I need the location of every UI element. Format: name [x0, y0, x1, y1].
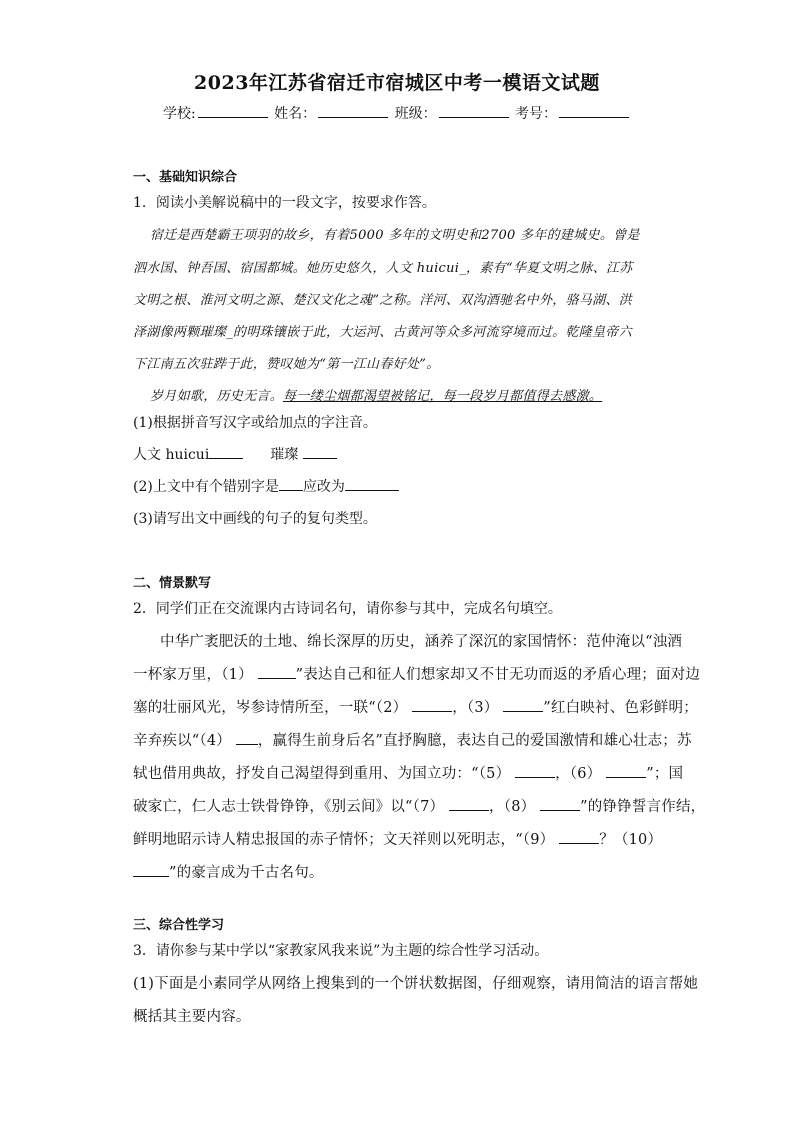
- sub-question-2: [133, 476, 399, 496]
- school-label: 学校:: [162, 106, 196, 122]
- fill-text: 鲜明地昭示诗人精忠报国的赤子情怀；文天祥则以死明志，“（9）: [133, 832, 560, 848]
- page-title: 2023年江苏省宿迁市宿城区中考一模语文试题: [194, 72, 600, 94]
- fill-text: ，（8）: [489, 799, 541, 815]
- answer-blank[interactable]: [279, 478, 303, 491]
- fill-line: 中华广袤肥沃的土地、绵长深厚的历史，涵养了深沉的家国情怀：范仲淹以“浊酒: [160, 634, 683, 650]
- passage-line: 泗水国、钟吾国、宿国都城。她历史悠久，人文 huicui_，素有“华夏文明之脉、江苏: [133, 261, 633, 276]
- fill-text: 破家亡，仁人志士铁骨铮铮，《别云间》以“（7）: [133, 799, 450, 815]
- question-2: 2．同学们正在交流课内古诗词名句，请你参与其中，完成名句填空。: [133, 601, 562, 617]
- fill-text: 轼也借用典故，抒发自己渴望得到重用、为国立功：“（5）: [133, 766, 516, 782]
- answer-blank[interactable]: [412, 699, 452, 712]
- fill-text: ”的豪言成为千古名句。: [169, 865, 324, 881]
- fill-text: 辛弃疾以“（4）: [133, 733, 236, 749]
- fill-text: ？（10）: [599, 832, 663, 848]
- answer-blank[interactable]: [540, 798, 580, 811]
- passage-line: 文明之根、淮河文明之源、楚汉文化之魂”之称。洋河、双沟酒驰名中外，骆马湖、洪: [133, 293, 633, 308]
- fill-line: [133, 762, 683, 783]
- fill-line: [133, 861, 324, 882]
- fill-text: ，赢得生前身后名”直抒胸臆，表达自己的爱国激情和雄心壮志；苏: [257, 733, 692, 749]
- sub2-text-a: (2)上文中有个错别字是: [133, 479, 279, 495]
- answer-blank[interactable]: [515, 765, 555, 778]
- answer-blank[interactable]: [606, 765, 646, 778]
- fill-text: 塞的壮丽风光，岑参诗情所至，一联“（2）: [133, 700, 413, 716]
- section-heading-1: 一、基础知识综合: [133, 170, 238, 185]
- answer-blank[interactable]: [258, 666, 296, 679]
- answer-blank[interactable]: [559, 831, 599, 844]
- answer-blank[interactable]: [209, 446, 243, 459]
- answer-blank[interactable]: [503, 699, 543, 712]
- section-heading-2: 二、情景默写: [133, 576, 212, 591]
- section-heading-3: 三、综合性学习: [133, 918, 225, 933]
- answer-blank[interactable]: [133, 864, 169, 877]
- passage-line: 宿迁是西楚霸王项羽的故乡，有着5000 多年的文明史和2700 多年的建城史。曾是: [150, 228, 640, 243]
- sub-question-3-1-cont: 概括其主要内容。: [133, 1009, 251, 1025]
- question-3: 3．请你参与某中学以“家教家风我来说”为主题的综合性学习活动。: [133, 943, 549, 959]
- fill-text: ”的铮铮誓言作结，: [580, 799, 706, 815]
- answer-blank[interactable]: [345, 478, 399, 491]
- fill-text: ”表达自己和征人们想家却又不甘无功而返的矛盾心理；面对边: [295, 667, 701, 683]
- fill-line: [133, 663, 700, 684]
- student-info-line: [0, 103, 794, 123]
- fill-line: [133, 696, 698, 717]
- answer-blank[interactable]: [449, 798, 489, 811]
- fill-line: [133, 828, 662, 849]
- sub2-text-b: 应改为: [302, 479, 345, 495]
- sub-question-1: (1)根据拼音写汉字或给加点的字注音。: [133, 415, 377, 431]
- fill-text: ，（3）: [452, 700, 504, 716]
- fill-line: [133, 729, 692, 750]
- number-label: 考号：: [515, 106, 558, 122]
- school-blank[interactable]: [198, 104, 268, 118]
- cuican-label: 璀璨: [270, 447, 299, 463]
- fill-text: 一杯家万里，（1）: [133, 667, 258, 683]
- passage2-start: 岁月如歌，历史无言。: [150, 389, 284, 404]
- fill-text: ”；国: [646, 766, 684, 782]
- underlined-sentence: 每一缕尘烟都渴望被铭记，每一段岁月都值得去感激。: [283, 389, 603, 404]
- name-label: 姓名：: [274, 106, 317, 122]
- sub-question-1-blanks: [133, 444, 337, 464]
- fill-text: ”红白映衬、色彩鲜明；: [543, 700, 698, 716]
- passage-line: 泽湖像两颗璀璨_的明珠镶嵌于此，大运河、古黄河等众多河流穿境而过。乾隆皇帝六: [133, 325, 632, 340]
- passage-line-2: [150, 385, 602, 404]
- number-blank[interactable]: [559, 104, 629, 118]
- fill-line: [133, 795, 705, 816]
- question-1: 1．阅读小美解说稿中的一段文字，按要求作答。: [133, 195, 436, 211]
- sub-question-3-1: (1)下面是小素同学从网络上搜集到的一个饼状数据图，仔细观察，请用简洁的语言帮她: [133, 976, 699, 992]
- answer-blank[interactable]: [303, 446, 337, 459]
- class-blank[interactable]: [439, 104, 509, 118]
- answer-blank[interactable]: [236, 732, 258, 745]
- fill-text: ，（6）: [555, 766, 607, 782]
- passage-line: 下江南五次驻跸于此，赞叹她为“第一江山春好处”。: [133, 357, 440, 372]
- class-label: 班级：: [394, 106, 437, 122]
- sub-question-3: (3)请写出文中画线的句子的复句类型。: [133, 511, 377, 527]
- name-blank[interactable]: [318, 104, 388, 118]
- pinyin-label: 人文 huicui: [133, 447, 210, 463]
